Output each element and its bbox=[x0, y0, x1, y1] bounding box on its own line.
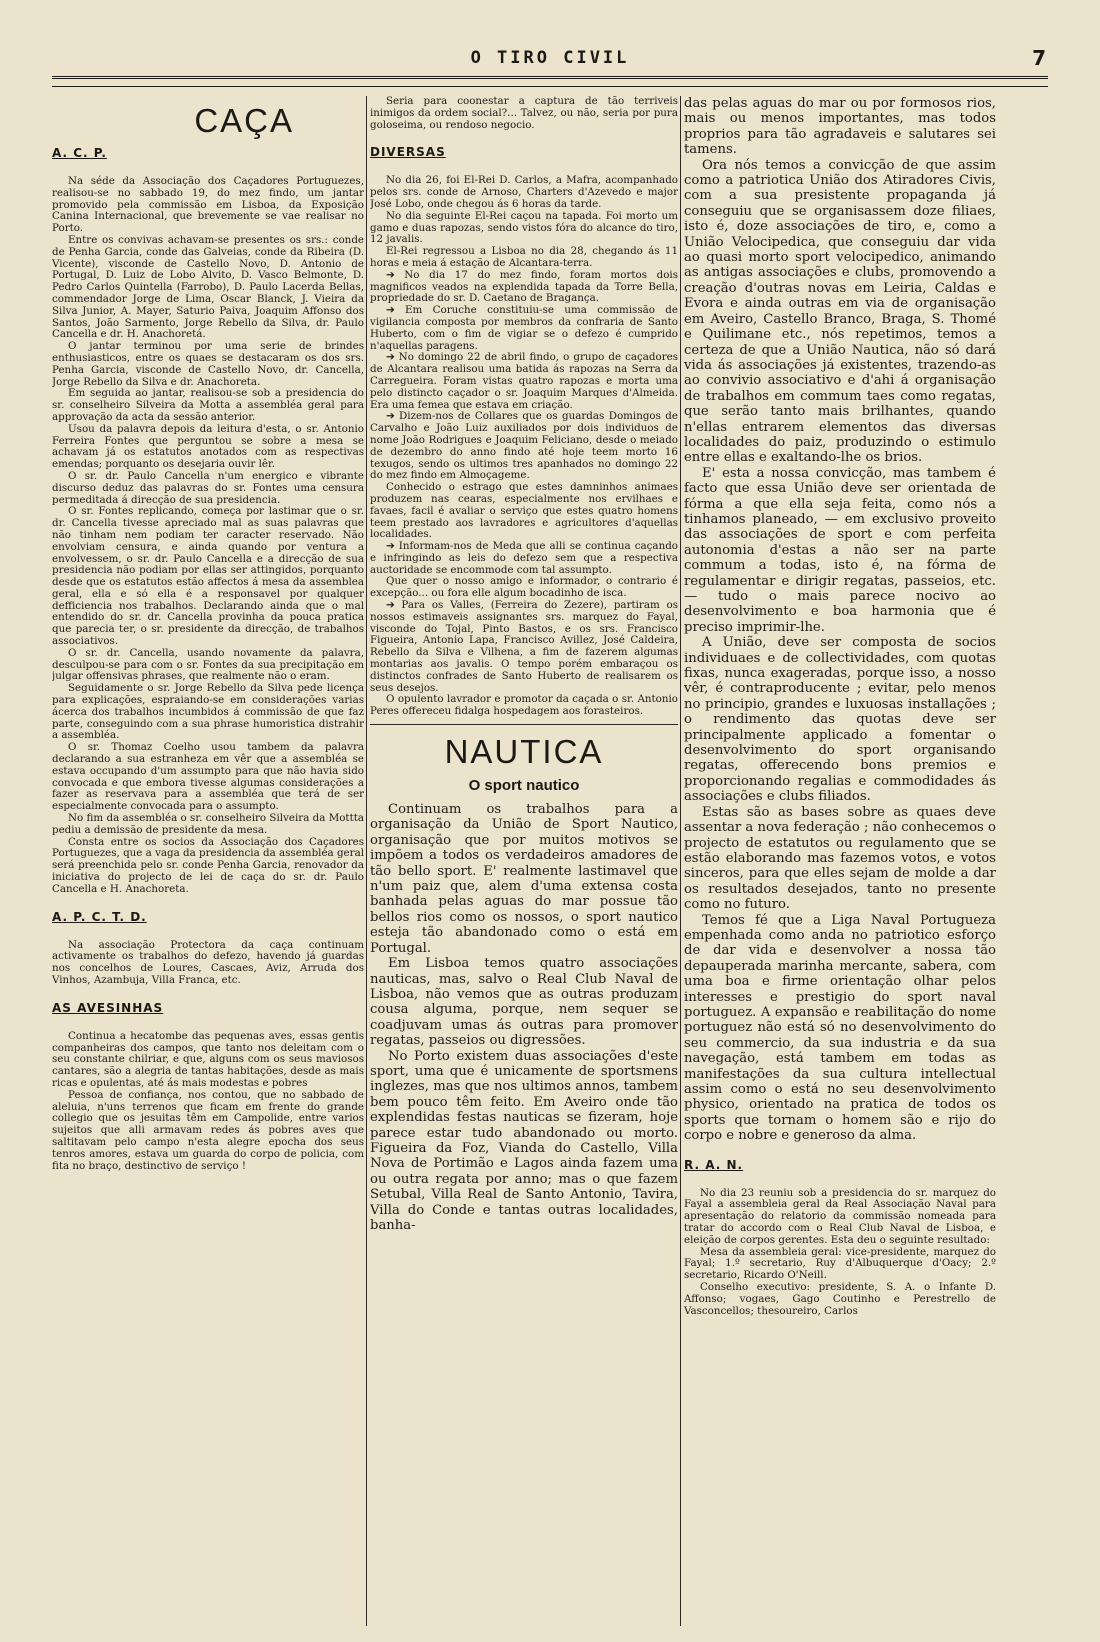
heading-acp: A. C. P. bbox=[52, 146, 107, 160]
article-paragraph: Conhecido o estrago que estes damninhos animaes produzem nas cearas, especialmente nos ervilhaes e favaes, facil é avaliar o serviço que estes quatro homens teem prestado aos lavradores e agricultores d'aquellas localidades. bbox=[370, 481, 678, 541]
article-paragraph: Conselho executivo: presidente, S. A. o Infante D. Affonso; vogaes, Gago Coutinho e Perestrello de Vasconcellos; thesoureiro, Carlos bbox=[684, 1281, 996, 1317]
article-paragraph: No dia 23 reuniu sob a presidencia do sr. marquez do Fayal a assembleia geral da Real Associação Naval para apresentação do relatorio da commissão nomeada para tratar do accordo com o Real Club Naval de Lisboa, e eleição de corpos gerentes. Esta deu o seguinte resultado: bbox=[684, 1186, 996, 1246]
article-paragraph: O jantar terminou por uma serie de brindes enthusiasticos, entre os quaes se destacaram os dos srs. Penha Garcia, visconde de Castello Novo, dr. Cancella, Jorge Rebello da Silva e dr. Anachoreta. bbox=[52, 340, 364, 388]
article-paragraph: Continuam os trabalhos para a organisação da União de Sport Nautico, organisação que por muitos motivos se impõem a todos os verdadeiros amadores de tão bello sport. E' realmente lastimavel que n'um paiz que, alem d'uma extensa costa banhada pelas aguas do mar possue tão bellos rios como os nossos, o sport nautico esteja tão abandonado como o está em Portugal. bbox=[370, 802, 678, 956]
article-paragraph: Em seguida ao jantar, realisou-se sob a presidencia do sr. conselheiro Silveira da Motta a assembléa geral para approvação da acta da sessão anterior. bbox=[52, 387, 364, 423]
column-divider bbox=[680, 96, 681, 1626]
article-paragraph: El-Rei regressou a Lisboa no dia 28, chegando ás 11 horas e meia á estação de Alcantara-terra. bbox=[370, 245, 678, 269]
page-header bbox=[50, 48, 1050, 72]
article-paragraph: O sr. dr. Cancella, usando novamente da palavra, desculpou-se para com o sr. Fontes da sua precipitação em julgar offensivas phrases, que realmente não o eram. bbox=[52, 646, 364, 683]
section-title-nautica: NAUTICA bbox=[444, 733, 604, 771]
article-paragraph: No dia seguinte El-Rei caçou na tapada. Foi morto um gamo e duas rapozas, sendo vistos fóra do alcance do tiro, 12 javalis. bbox=[370, 209, 678, 246]
article-paragraph: ➔ Informam-nos de Meda que alli se continua caçando e infringindo as leis do defezo sem que a respectiva auctoridade se encommode com tal assumpto. bbox=[370, 540, 678, 576]
article-paragraph: No fim da assembléa o sr. conselheiro Silveira da Mottta pediu a demissão de presidente da mesa. bbox=[52, 812, 364, 836]
column-right bbox=[684, 96, 996, 1626]
article-paragraph: A União, deve ser composta de socios individuaes e de collectividades, com quotas fixas, nunca exageradas, porque isso, a nosso vêr, é contraproducente ; evitar, pelo menos no principio, grandes e luxuosas installações ; o rendimento das quotas deve ser principalmente applicado a fomentar o desenvolvimento do sport organisando regatas, offerecendo bons premios e proporcionando regalias e commodidades ás associações e clubs filiados. bbox=[684, 635, 996, 805]
header-rule bbox=[52, 86, 1048, 87]
heading-diversas: DIVERSAS bbox=[370, 145, 446, 160]
heading-apctd: A. P. C. T. D. bbox=[52, 909, 147, 924]
article-paragraph: Na associação Protectora da caça continuam activamente os trabalhos do defezo, havendo já guardas nos concelhos de Loures, Cascaes, Aviz, Arruda dos Vinhos, Azambuja, Villa Franca, etc. bbox=[52, 938, 364, 986]
article-paragraph: O sr. Thomaz Coelho usou tambem da palavra declarando a sua estranheza em vêr que a assembléa se estava occupando d'um assumpto para que não havia sido convocada e que embora tivesse algumas considerações a fazer as reservava para a assembléa que terá de ser especialmente convocada para o assumpto. bbox=[52, 741, 364, 813]
article-paragraph: Entre os convivas achavam-se presentes os srs.: conde de Penha Garcia, conde das Galveias, conde da Ribeira (D. Vicente), visconde de Castello Novo, D. Antonio de Portugal, D. Luiz de Lobo Alvito, D. Vasco Belmonte, D. Pedro Carlos Quintella (Farrobo), D. Paulo Lacerda Bellas, commendador Jorge de Lima, Oscar Blanck, J. Vieira da Silva Junior, A. Mayer, Saturio Paiva, Joaquim Affonso dos Santos, João Sarmento, Jorge Rebello da Silva, dr. Paulo Cancella e dr. H. Anachoretá. bbox=[52, 233, 364, 341]
article-paragraph: ➔ No domingo 22 de abril findo, o grupo de caçadores de Alcantara realisou uma batida ás rapozas na Serra da Carregueira. Foram vistas quatro rapozas e morta uma pelo distincto caçador o sr. Joaquim Marques d'Almeida. Era uma femea que estava em criação. bbox=[370, 351, 678, 411]
article-paragraph: Usou da palavra depois da leitura d'esta, o sr. Antonio Ferreira Fontes que perguntou se sobre a mesa se achavam já os estatutos anotados com as respectivas emendas; porquanto os desejaria ouvir lêr. bbox=[52, 422, 364, 471]
heading-avesinhas: AS AVESINHAS bbox=[52, 1000, 164, 1015]
heading-ran: R. A. N. bbox=[684, 1157, 744, 1172]
article-paragraph: ➔ No dia 17 do mez findo, foram mortos dois magnificos veados na explendida tapada da Torre Bella, propriedade do sr. D. Caetano de Bragança. bbox=[370, 268, 678, 305]
article-paragraph: Seguidamente o sr. Jorge Rebello da Silva pede licença para explicações, espraiando-se em considerações varias ácerca dos trabalhos incumbidos á commissão de que faz parte, conseguindo com a sua phrase humoristica distrahir a assembléa. bbox=[52, 682, 364, 742]
column-left bbox=[52, 96, 364, 1626]
article-paragraph: Na séde da Associação dos Caçadores Portuguezes, realisou-se no sabbado 19, do mez findo, um jantar promovido pela commissão em Lisboa, da Exposição Canina Internacional, que brevemente se vae realisar no Porto. bbox=[52, 175, 364, 235]
article-paragraph: Pessoa de confiança, nos contou, que no sabbado de aleluia, n'uns terrenos que ficam em frente do grande collegio que os jesuitas têm em Campolide, entre varios sujeitos que alli armavam redes ás pobres aves que saltitavam pelo campo n'esta alegre epocha dos seus tenros amores, estava um guarda do corpo de policia, com fita no braço, destinctivo de serviço ! bbox=[52, 1088, 364, 1172]
article-paragraph: Mesa da assembleia geral: vice-presidente, marquez do Fayal; 1.º secretario, Ruy d'Albuquerque d'Oacy; 2.º secretario, Ricardo O'Neill. bbox=[684, 1245, 996, 1282]
article-paragraph: O opulento lavrador e promotor da caçada o sr. Antonio Peres offereceu fidalga hospedagem aos forasteiros. bbox=[370, 693, 678, 718]
article-paragraph: ➔ Dizem-nos de Collares que os guardas Domingos de Carvalho e João Luiz auxiliados por dois individuos de nome João Rodrigues e Joaquim Feliciano, desde o meiado de dezembro do anno findo até hoje teem morto 16 texugos, sendo os ultimos tres apanhados no domingo 22 do mez findo em Almoçageme. bbox=[370, 410, 678, 482]
article-paragraph: Seria para coonestar a captura de tão terriveis inimigos da ordem social?... Talvez, ou não, seria por pura goloseima, ou rendoso negocio. bbox=[370, 96, 678, 131]
article-paragraph: das pelas aguas do mar ou por formosos rios, mais ou menos importantes, mas todos proprios para tão agradaveis e salutares sei tamens. bbox=[684, 96, 996, 158]
article-paragraph: Estas são as bases sobre as quaes deve assentar a nova federação ; não conhecemos o projecto de estatutos ou regulamento que se estão elaborando mas fazemos votos, e votos sinceros, para que elles sejam de molde a dar os resultados desejados, tanto no presente como no futuro. bbox=[684, 804, 996, 913]
header-double-rule bbox=[52, 76, 1048, 79]
article-paragraph: ➔ Em Coruche constituiu-se uma commissão de vigilancia composta por membros da confraria de Santo Huberto, com o fim de vigiar se o defezo é cumprido n'aquellas paragens. bbox=[370, 304, 678, 352]
article-paragraph: E' esta a nossa convicção, mas tambem é facto que essa União deve ser orientada de fórma a que ella seja feita, como nós a tinhamos planeado, — em exclusivo proveito das associações de sport e com perfeita autonomia d'estas a não ser na parte commum a todas, isto é, na fórma de regulamentar e dirigir regatas, passeios, etc.— tudo o mais parece nocivo ao desenvolvimento e boa harmonia que é preciso imprimir-lhe. bbox=[684, 465, 996, 635]
article-paragraph: Ora nós temos a convicção de que assim como a patriotica União dos Atiradores Civis, com a sua presistente propaganda já conseguiu que se organisassem doze filiaes, isto é, doze associações de tiro, e, como a União Velocipedica, que conseguiu dar vida ao quasi morto sport velocipedico, animando as antigas associações e clubs, promovendo a creação d'outras novas em Leiria, Caldas e Evora e ainda outras em via de organisação em Aveiro, Castello Branco, Braga, S. Thomé e Quilimane etc., nós repetimos, temos a certeza de que a União Nautica, não só dará vida ás associações já existentes, trazendo-as ao convivio associativo e d'ahi á organisação de trabalhos em commum taes como regatas, que serão tanto mais brilhantes, quando n'ellas entrarem elementos das diversas localidades do paiz, produzindo o estimulo entre ellas e exaltando-lhe os brios. bbox=[684, 157, 996, 466]
article-paragraph: Continua a hecatombe das pequenas aves, essas gentis companheiras dos campos, que tanto nos deleitam com o seu constante chilriar, e que, alguns com os seus maviosos cantares, são a alegria de tantas habitações, desde as mais ricas e opulentas, até ás mais modestas e pobres bbox=[52, 1029, 364, 1089]
page-number: 7 bbox=[1032, 46, 1046, 70]
article-paragraph: No dia 26, foi El-Rei D. Carlos, a Mafra, acompanhado pelos srs. conde de Arnoso, Charters d'Azevedo e major José Lobo, onde chegou ás 6 horas da tarde. bbox=[370, 174, 678, 210]
section-rule bbox=[370, 724, 678, 725]
article-paragraph: Em Lisboa temos quatro associações nauticas, mas, salvo o Real Club Naval de Lisboa, não vemos que as outras produzam cousa alguma, porque, nem sequer se coadjuvam umas ás outras para promover regatas, passeios ou digressões. bbox=[370, 956, 678, 1049]
article-paragraph: Consta entre os socios da Associação dos Caçadores Portuguezes, que a vaga da presidencia da assembléa geral será preenchida pelo sr. conde Penha Garcia, renovador da iniciativa do projecto de lei de caça do sr. dr. Paulo Cancella e H. Anachoreta. bbox=[52, 835, 364, 895]
article-paragraph: ➔ Para os Valles, (Ferreira do Zezere), partiram os nossos estimaveis assignantes srs. marquez do Fayal, visconde do Tojal, Pinto Bastos, e os srs. Francisco Figueira, Antonio Lapa, Francisco Avillez, José Caldeira, Rebello da Silva e Vilhena, a fim de fazerem algumas montarias aos javalis. O tempo porém embaraçou os distinctos confrades de Santo Huberto de realisarem os seus desejos. bbox=[370, 599, 678, 694]
column-middle bbox=[370, 96, 678, 1626]
article-paragraph: Temos fé que a Liga Naval Portugueza empenhada como anda no patriotico esforço de dar vida e desenvolver a nossa tão depauperada marinha mercante, sabera, com uma boa e firme orientação olhar pelos interesses e prestigio do sport naval portuguez. A expansão e reabilitação do nome portuguez não está só no desenvolvimento do seu commercio, da sua industria e da sua navegação, está tambem em todas as manifestações da sua cultura intellectual assim como o está no seu desenvolvimento physico, orientado na pratica de todos os sports que tornam o homem são e rijo do corpo e nobre e generoso da alma. bbox=[684, 912, 996, 1144]
article-paragraph: Que quer o nosso amigo e informador, o contrario é excepção... ou fora elle algum bocadinho de isca. bbox=[370, 575, 678, 600]
article-paragraph: O sr. dr. Paulo Cancella n'um energico e vibrante discurso deduz das palavras do sr. Fontes uma censura permeditada á direcção de sua presidencia. bbox=[52, 469, 364, 506]
heading-sport-nautico: O sport nautico bbox=[468, 777, 580, 795]
article-paragraph: No Porto existem duas associações d'este sport, uma que é unicamente de sportsmens inglezes, mas que nos ultimos annos, tambem bem pouco têm feito. Em Aveiro onde tão explendidas festas nauticas se fizeram, hoje parece estar tudo abandonado ou morto. Figueira da Foz, Vianda do Castello, Villa Nova de Portimão e Lagos ainda fazem uma ou outra regata por anno; mas o que fazem Setubal, Villa Real de Santo Antonio, Tavira, Villa do Conde e tantas outras localidades, banha- bbox=[370, 1048, 678, 1234]
column-divider bbox=[366, 96, 367, 1626]
section-title-caca: CAÇA bbox=[194, 102, 294, 139]
article-paragraph: O sr. Fontes replicando, começa por lastimar que o sr. dr. Cancella tivesse apreciado mal as suas palavras que não tinham nem podiam ter caracter reservado. Não envolviam censura, e ainda quando por ventura a envolvessem, o sr. dr. Paulo Cancella e a direcção de sua presidencia não podiam por ellas ser attingidos, porquanto desde que os estatutos estão affectos á mesa da assemblea geral, ella e só ella é a responsavel por qualquer defficiencia nos trabalhos. Declarando ainda que o mal entendido do sr. dr. Cancella provinha da pouca pratica que parecia ter, o sr. presidente da direcção, de trabalhos associativos. bbox=[52, 505, 364, 648]
newspaper-title: O TIRO CIVIL bbox=[470, 48, 630, 68]
